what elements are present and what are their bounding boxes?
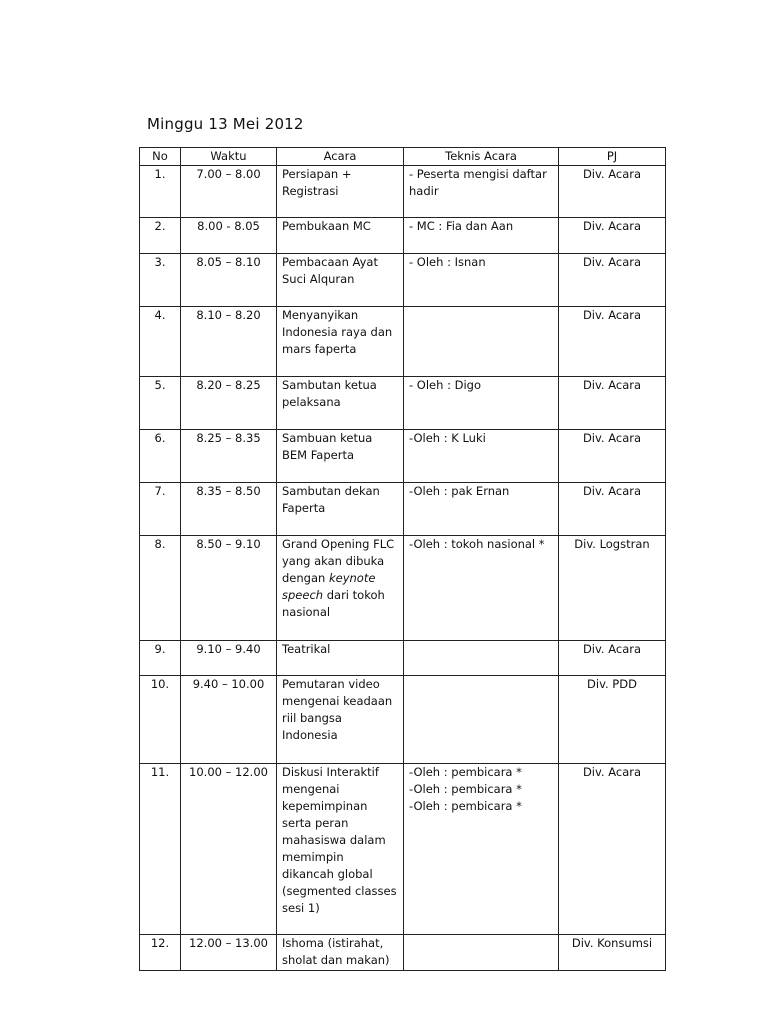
acara-line: Sambuan ketua [282, 431, 373, 445]
acara-text: nasional [282, 605, 331, 619]
cell-no: 11. [140, 764, 181, 935]
teknis-line: - Peserta mengisi daftar [409, 167, 547, 181]
cell-no: 6. [140, 430, 181, 483]
acara-line: Pembacaan Ayat [282, 255, 378, 269]
acara-line: pelaksana [282, 395, 341, 409]
cell-pj: Div. PDD [559, 676, 666, 764]
acara-line: Suci Alquran [282, 272, 355, 286]
cell-teknis-acara [404, 430, 559, 483]
table-row [140, 641, 666, 676]
table-row [140, 536, 666, 641]
cell-no: 7. [140, 483, 181, 536]
acara-line: Indonesia raya dan [282, 325, 393, 339]
cell-waktu: 9.40 – 10.00 [181, 676, 277, 764]
cell-acara [277, 641, 404, 676]
acara-line [282, 570, 398, 587]
cell-acara [277, 218, 404, 254]
cell-acara [277, 377, 404, 430]
acara-line: Registrasi [282, 184, 339, 198]
cell-pj: Div. Acara [559, 166, 666, 218]
cell-acara [277, 430, 404, 483]
cell-waktu: 7.00 – 8.00 [181, 166, 277, 218]
cell-teknis-acara [404, 254, 559, 307]
acara-line: sesi 1) [282, 901, 320, 915]
acara-text-italic: keynote [328, 571, 376, 585]
table-row [140, 254, 666, 307]
teknis-line: -Oleh : pembicara * [409, 799, 522, 813]
cell-teknis-acara [404, 764, 559, 935]
cell-teknis-acara [404, 676, 559, 764]
cell-acara [277, 536, 404, 641]
cell-acara [277, 676, 404, 764]
cell-teknis-acara [404, 641, 559, 676]
cell-waktu: 8.10 – 8.20 [181, 307, 277, 377]
acara-line: mahasiswa dalam [282, 833, 386, 847]
column-header-no: No [140, 148, 181, 166]
table-row [140, 764, 666, 935]
acara-line: (segmented classes [282, 884, 397, 898]
cell-pj: Div. Acara [559, 483, 666, 536]
cell-acara [277, 307, 404, 377]
acara-text: Grand Opening FLC [282, 537, 395, 551]
teknis-line: - Oleh : Digo [409, 378, 481, 392]
acara-text: yang akan dibuka [282, 554, 385, 568]
acara-line [282, 587, 398, 604]
schedule-table [139, 147, 666, 971]
cell-pj: Div. Acara [559, 764, 666, 935]
teknis-line: hadir [409, 184, 439, 198]
table-header-row [140, 148, 666, 166]
acara-line: Ishoma (istirahat, [282, 936, 384, 950]
cell-waktu: 8.35 – 8.50 [181, 483, 277, 536]
teknis-line: - Oleh : Isnan [409, 255, 486, 269]
cell-waktu: 8.50 – 9.10 [181, 536, 277, 641]
acara-line: mengenai [282, 782, 340, 796]
acara-line [282, 604, 398, 621]
cell-no: 10. [140, 676, 181, 764]
acara-line: Teatrikal [282, 642, 331, 656]
cell-pj: Div. Acara [559, 430, 666, 483]
cell-pj: Div. Acara [559, 377, 666, 430]
table-row [140, 935, 666, 971]
cell-waktu: 9.10 – 9.40 [181, 641, 277, 676]
cell-waktu: 10.00 – 12.00 [181, 764, 277, 935]
acara-line: riil bangsa [282, 711, 342, 725]
cell-no: 1. [140, 166, 181, 218]
cell-teknis-acara [404, 483, 559, 536]
acara-line: serta peran [282, 816, 349, 830]
schedule-body [140, 166, 666, 971]
cell-waktu: 8.05 – 8.10 [181, 254, 277, 307]
table-row [140, 377, 666, 430]
acara-text-italic: speech [282, 588, 324, 602]
teknis-line: -Oleh : tokoh nasional * [409, 537, 545, 551]
cell-no: 8. [140, 536, 181, 641]
acara-line [282, 553, 398, 570]
acara-line: Sambutan dekan [282, 484, 380, 498]
acara-line: mars faperta [282, 342, 357, 356]
page-date-heading: Minggu 13 Mei 2012 [147, 115, 304, 133]
cell-teknis-acara [404, 935, 559, 971]
acara-line: Pembukaan MC [282, 219, 371, 233]
acara-text: dengan [282, 571, 329, 585]
cell-no: 2. [140, 218, 181, 254]
cell-acara [277, 254, 404, 307]
teknis-line: - MC : Fia dan Aan [409, 219, 514, 233]
table-row [140, 483, 666, 536]
acara-line: mengenai keadaan [282, 694, 393, 708]
cell-acara [277, 483, 404, 536]
acara-line: Pemutaran video [282, 677, 380, 691]
cell-pj: Div. Acara [559, 254, 666, 307]
cell-pj: Div. Logstran [559, 536, 666, 641]
table-row [140, 218, 666, 254]
cell-teknis-acara [404, 536, 559, 641]
cell-teknis-acara [404, 377, 559, 430]
cell-pj: Div. Acara [559, 218, 666, 254]
teknis-line: -Oleh : K Luki [409, 431, 486, 445]
cell-waktu: 8.25 – 8.35 [181, 430, 277, 483]
cell-pj: Div. Konsumsi [559, 935, 666, 971]
cell-no: 12. [140, 935, 181, 971]
acara-line: Sambutan ketua [282, 378, 377, 392]
acara-line: Indonesia [282, 728, 338, 742]
column-header-pj: PJ [559, 148, 666, 166]
teknis-line: -Oleh : pak Ernan [409, 484, 510, 498]
cell-waktu: 8.00 - 8.05 [181, 218, 277, 254]
cell-teknis-acara [404, 307, 559, 377]
cell-no: 3. [140, 254, 181, 307]
acara-line: Persiapan + [282, 167, 352, 181]
acara-line: Diskusi Interaktif [282, 765, 379, 779]
cell-no: 5. [140, 377, 181, 430]
acara-line [282, 536, 398, 553]
cell-acara [277, 935, 404, 971]
acara-line: Menyanyikan [282, 308, 359, 322]
teknis-line: -Oleh : pembicara * [409, 782, 522, 796]
acara-line: kepemimpinan [282, 799, 368, 813]
column-header-waktu: Waktu [181, 148, 277, 166]
cell-waktu: 8.20 – 8.25 [181, 377, 277, 430]
acara-line: BEM Faperta [282, 448, 354, 462]
table-row [140, 430, 666, 483]
cell-pj: Div. Acara [559, 307, 666, 377]
cell-no: 9. [140, 641, 181, 676]
cell-no: 4. [140, 307, 181, 377]
table-row [140, 307, 666, 377]
table-row [140, 676, 666, 764]
cell-teknis-acara [404, 166, 559, 218]
cell-acara [277, 764, 404, 935]
acara-line: Faperta [282, 501, 326, 515]
cell-waktu: 12.00 – 13.00 [181, 935, 277, 971]
acara-line: sholat dan makan) [282, 953, 390, 967]
acara-text: dari tokoh [323, 588, 385, 602]
table-row [140, 166, 666, 218]
column-header-teknis-acara: Teknis Acara [404, 148, 559, 166]
cell-acara [277, 166, 404, 218]
cell-teknis-acara [404, 218, 559, 254]
acara-line: dikancah global [282, 867, 373, 881]
acara-line: memimpin [282, 850, 344, 864]
teknis-line: -Oleh : pembicara * [409, 765, 522, 779]
column-header-acara: Acara [277, 148, 404, 166]
cell-pj: Div. Acara [559, 641, 666, 676]
